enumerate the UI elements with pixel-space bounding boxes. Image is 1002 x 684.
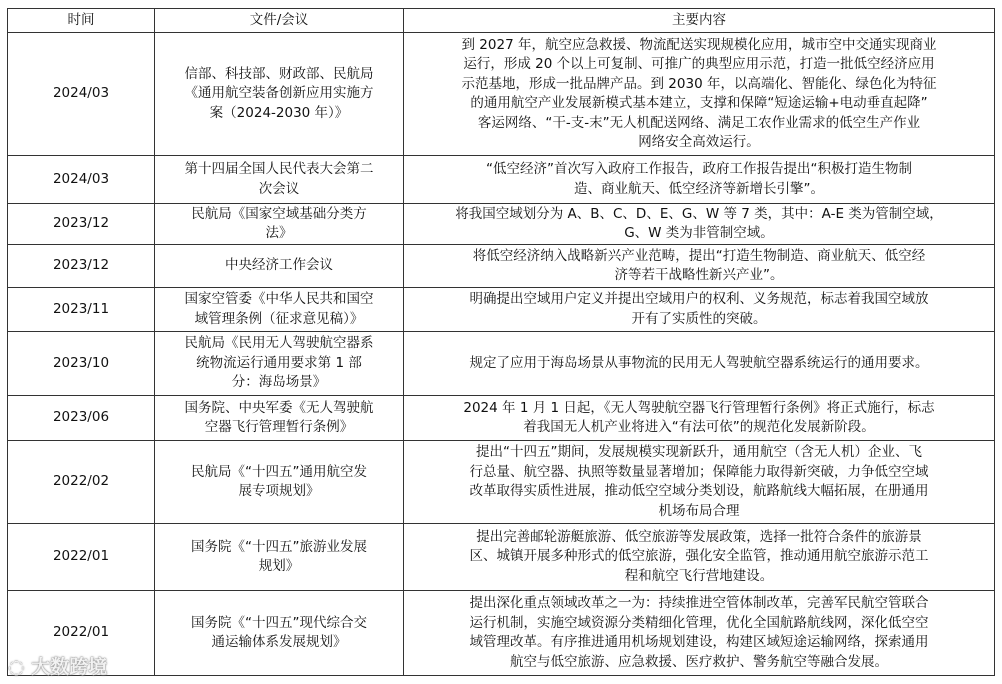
header-document: 文件/会议: [155, 9, 404, 33]
document-cell: [155, 288, 404, 332]
content-cell: [404, 33, 995, 156]
date-cell: 2022/01: [8, 524, 155, 591]
content-line: 着我国无人机产业将进入“有法可依”的规范化发展新阶段。: [523, 419, 875, 435]
content-line: “低空经济”首次写入政府工作报告，政府工作报告提出“积极打造生物制: [486, 161, 912, 177]
content-cell: [404, 396, 995, 441]
content-line: 改革取得实质性进展，推动低空空域分类划设，航路航线大幅拓展，在册通用: [469, 483, 929, 499]
document-cell: [155, 396, 404, 441]
document-line: 法》: [265, 225, 293, 241]
content-cell: [404, 441, 995, 524]
content-cell: [404, 288, 995, 332]
document-line: 国务院、中央军委《无人驾驶航: [184, 399, 374, 416]
document-cell: [155, 245, 404, 288]
document-line: 国务院《“十四五”现代综合交: [191, 614, 367, 631]
content-line: 机场布局合理: [658, 502, 740, 519]
document-line: 《通用航空装备创新应用实施方: [184, 85, 374, 102]
document-cell: [155, 524, 404, 591]
watermark-text: 大数跨境: [31, 656, 108, 678]
date-cell: 2024/03: [8, 156, 155, 204]
content-line: 运行，形成 20 个以上可复制、可推广的典型应用示范，打造一批低空经济应用: [463, 56, 935, 72]
date-cell: 2023/12: [8, 204, 155, 245]
document-line: 分：海岛场景》: [231, 374, 327, 391]
content-line: 提出深化重点领域改革之一为：持续推进空管体制改革，完善军民航空管联合: [469, 595, 929, 611]
content-line: 运行机制，实施空域资源分类精细化管理，优化全国航路航线网，深化低空空: [469, 614, 929, 631]
content-line: 将低空经济纳入战略新兴产业范畴，提出“打造生物制造、商业航天、低空经: [472, 247, 926, 264]
document-line: 民航局《国家空域基础分类方: [191, 205, 367, 222]
content-line: 网络安全高效运行。: [638, 134, 760, 150]
document-cell: [155, 332, 404, 396]
date-cell: 2023/06: [8, 396, 155, 441]
document-line: 规划》: [258, 558, 300, 574]
content-cell: [404, 245, 995, 288]
document-line: 国家空管委《中华人民共和国空: [184, 291, 374, 307]
table-row: [8, 332, 995, 396]
content-line: 客运网络、“干-支-末”无人机配送网络、满足工农作业需求的低空生产作业: [477, 114, 921, 131]
content-line: 行总量、航空器、执照等数量显著增加；保障能力取得新突破，力争低空空域: [469, 463, 929, 480]
date-cell: 2023/10: [8, 332, 155, 396]
table-row: [8, 441, 995, 524]
document-line: 统物流运行通用要求第 1 部: [196, 354, 362, 371]
document-line: 信部、科技部、财政部、民航局: [184, 65, 374, 82]
content-line: 程和航空飞行营地建设。: [624, 567, 774, 584]
watermark-logo: ◌ 大数跨境: [8, 656, 108, 678]
content-line: 示范基地，形成一批品牌产品。到 2030 年，以高端化、智能化、绿色化为特征: [461, 75, 937, 92]
document-cell: [155, 33, 404, 156]
table-row: [8, 204, 995, 245]
date-cell: 2022/01: [8, 591, 155, 676]
content-line: 到 2027 年，航空应急救援、物流配送实现规模化应用，城市空中交通实现商业: [461, 36, 937, 53]
document-line: 通运输体系发展规划》: [211, 634, 347, 650]
content-line: 域管理改革。有序推进通用机场规划建设，构建区域短途运输网络，探索通用: [469, 634, 929, 650]
content-line: 济等若干战略性新兴产业”。: [614, 267, 784, 283]
document-line: 展专项规划》: [238, 483, 320, 499]
policy-table: [7, 8, 995, 676]
content-line: 造、商业航天、低空经济等新增长引擎”。: [574, 180, 824, 197]
content-line: 将我国空域划分为 A、B、C、D、E、G、W 等 7 类，其中：A-E 类为管制空域，: [455, 205, 943, 222]
content-line: 规定了应用于海岛场景从事物流的民用无人驾驶航空器系统运行的通用要求。: [469, 354, 929, 371]
document-line: 域管理条例（征求意见稿）》: [194, 310, 364, 327]
document-line: 案（2024-2030 年）》: [209, 104, 349, 121]
content-line: 的通用航空产业发展新模式基本建立，支撑和保障“短途运输+电动垂直起降”: [470, 95, 928, 111]
table-row: [8, 156, 995, 204]
header-row: [8, 9, 995, 33]
table-row: [8, 245, 995, 288]
content-line: 开有了实质性的突破。: [631, 310, 767, 327]
content-cell: [404, 524, 995, 591]
document-line: 民航局《民用无人驾驶航空器系: [184, 335, 374, 352]
content-line: 区、城镇开展多种形式的低空旅游，强化安全监管，推动通用航空旅游示范工: [469, 548, 929, 565]
header-date: 时间: [8, 9, 155, 33]
table-row: [8, 33, 995, 156]
table-row: [8, 591, 995, 676]
content-line: 提出“十四五”期间，发展规模实现新跃升，通用航空（含无人机）企业、飞: [476, 444, 922, 460]
content-line: 明确提出空域用户定义并提出空域用户的权利、义务规范，标志着我国空域放: [469, 291, 929, 307]
date-cell: 2023/12: [8, 245, 155, 288]
content-cell: [404, 156, 995, 204]
table-row: [8, 524, 995, 591]
document-line: 民航局《“十四五”通用航空发: [191, 463, 367, 480]
content-cell: [404, 591, 995, 676]
content-line: 提出完善邮轮游艇旅游、低空旅游等发展政策，选择一批符合条件的旅游景: [476, 528, 922, 545]
content-line: G、W 类为非管制空域。: [624, 225, 774, 241]
document-line: 空器飞行管理暂行条例》: [204, 419, 354, 435]
header-content: 主要内容: [404, 9, 995, 33]
content-line: 2024 年 1 月 1 日起，《无人驾驶航空器飞行管理暂行条例》将正式施行，标志: [463, 399, 935, 416]
document-cell: [155, 156, 404, 204]
table-row: [8, 288, 995, 332]
document-cell: [155, 204, 404, 245]
content-line: 航空与低空旅游、应急救援、医疗救护、警务航空等融合发展。: [510, 653, 888, 670]
date-cell: 2022/02: [8, 441, 155, 524]
document-line: 国务院《“十四五”旅游业发展: [191, 538, 367, 555]
content-cell: [404, 332, 995, 396]
content-cell: [404, 204, 995, 245]
document-line: 中央经济工作会议: [225, 257, 333, 274]
table-row: [8, 396, 995, 441]
document-line: 次会议: [258, 180, 300, 197]
document-line: 第十四届全国人民代表大会第二: [184, 161, 374, 177]
document-cell: [155, 591, 404, 676]
date-cell: 2024/03: [8, 33, 155, 156]
document-cell: [155, 441, 404, 524]
date-cell: 2023/11: [8, 288, 155, 332]
